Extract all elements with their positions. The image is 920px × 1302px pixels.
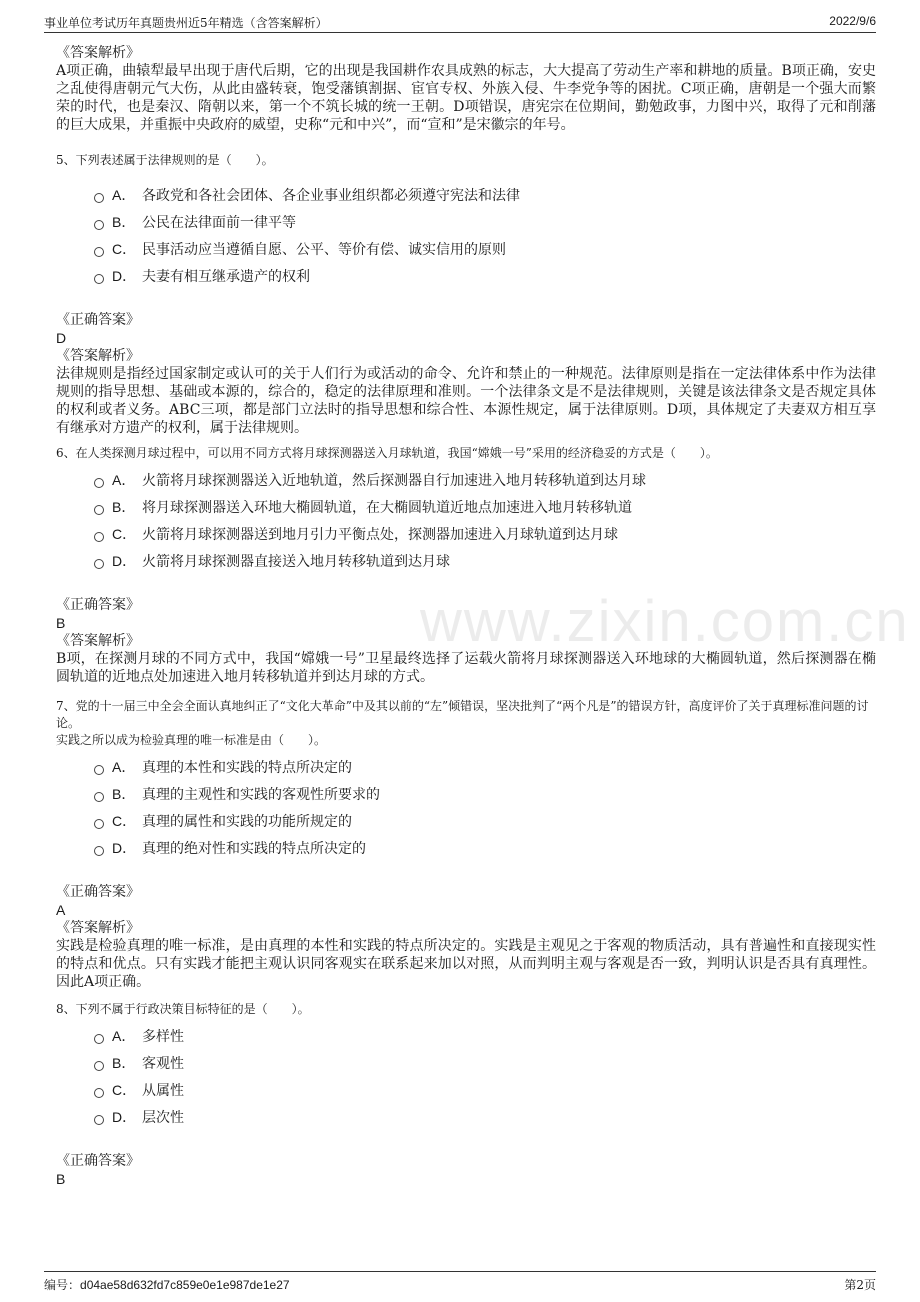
analysis-label: 《答案解析》: [56, 920, 140, 936]
analysis-text: B项，在探测月球的不同方式中，我国“嫦娥一号”卫星最终选择了运载火箭将月球探测器送入环地球的大椭圆轨道，然后探测器在椭圆轨道的近地点处加速进入地月转移轨道并到达月球的方式。: [56, 651, 876, 685]
option-text: 层次性: [142, 1109, 184, 1126]
option-d[interactable]: [94, 1103, 876, 1130]
option-key: C．: [112, 1081, 137, 1098]
option-text: 从属性: [142, 1082, 184, 1099]
option-key: D．: [112, 1108, 137, 1125]
option-key: D．: [112, 267, 137, 284]
radio-icon[interactable]: [94, 274, 104, 284]
option-b[interactable]: [94, 780, 876, 807]
option-key: A．: [112, 471, 136, 488]
page-content: [56, 44, 876, 1188]
option-text: 客观性: [142, 1055, 184, 1072]
option-d[interactable]: [94, 834, 876, 861]
document-code: [44, 1276, 290, 1293]
option-c[interactable]: [94, 235, 876, 262]
analysis-text: A项正确，曲辕犁最早出现于唐代后期，它的出现是我国耕作农具成熟的标志，大大提高了劳动生产率和耕地的质量。B项正确，安史之乱使得唐朝元气大伤，从此由盛转衰，饱受藩镇割据、宦官专权、外族入侵、牛李党争等的困扰。C项正确，唐朝是一个强大而繁荣的时代，也是秦汉、隋朝以来，第一个不筑长城的统一王朝。D项错误，唐宪宗在位期间，勤勉政事，力图中兴，取得了元和削藩的巨大成果，并重振中央政府的威望，史称“元和中兴”，而“宣和”是宋徽宗的年号。: [56, 63, 876, 133]
radio-icon[interactable]: [94, 1115, 104, 1125]
option-c[interactable]: [94, 807, 876, 834]
option-text: 真理的属性和实践的功能所规定的: [142, 813, 352, 830]
option-text: 夫妻有相互继承遗产的权利: [142, 268, 310, 285]
question-stem: 5、下列表述属于法律规则的是（ ）。: [56, 153, 274, 167]
option-text: 民事活动应当遵循自愿、公平、等价有偿、诚实信用的原则: [142, 241, 506, 258]
option-text: 火箭将月球探测器送到地月引力平衡点处，探测器加速进入月球轨道到达月球: [142, 526, 618, 543]
watermark: www.zixin.com.cn: [420, 589, 910, 654]
radio-icon[interactable]: [94, 1061, 104, 1071]
radio-icon[interactable]: [94, 1034, 104, 1044]
analysis-text: 法律规则是指经过国家制定或认可的关于人们行为或活动的命令、允许和禁止的一种规范。法律原则是指在一定法律体系中作为法律规则的指导思想、基础或本源的，综合的，稳定的法律原理和准则。一个法律条文是不是法律规则，关键是该法律条文是否规定具体的权利或者义务。ABC三项，都是部门立法时的指导思想和综合性、本源性规定，属于法律原则。D项，具体规定了夫妻双方相互享有继承对方遗产的权利，属于法律规则。: [56, 366, 876, 436]
analysis-text: 实践是检验真理的唯一标准，是由真理的本性和实践的特点所决定的。实践是主观见之于客观的物质活动，具有普遍性和直接现实性的特点和优点。只有实践才能把主观认识同客观实在联系起来加以对照，从而判明主观与客观是否一致，判明认识是否具有真理性。因此A项正确。: [56, 938, 876, 990]
option-key: D．: [112, 839, 137, 856]
question-stem: 6、在人类探测月球过程中，可以用不同方式将月球探测器送入月球轨道，我国“嫦娥一号”采用的经济稳妥的方式是（ ）。: [56, 446, 718, 460]
option-text: 将月球探测器送入环地大椭圆轨道，在大椭圆轨道近地点加速进入地月转移轨道: [142, 499, 632, 516]
answer-label: 《正确答案》: [56, 884, 140, 900]
answer-label: 《正确答案》: [56, 597, 140, 613]
option-text: 真理的本性和实践的特点所决定的: [142, 759, 352, 776]
radio-icon[interactable]: [94, 792, 104, 802]
option-key: C．: [112, 525, 137, 542]
option-text: 真理的主观性和实践的客观性所要求的: [142, 786, 380, 803]
answer-label: 《正确答案》: [56, 312, 140, 328]
option-key: A．: [112, 186, 136, 203]
answer-label: 《正确答案》: [56, 1153, 140, 1169]
analysis-label: 《答案解析》: [56, 633, 140, 649]
option-d[interactable]: [94, 547, 876, 574]
option-text: 公民在法律面前一律平等: [142, 214, 296, 231]
option-b[interactable]: [94, 493, 876, 520]
radio-icon[interactable]: [94, 247, 104, 257]
option-key: C．: [112, 812, 137, 829]
option-list: [56, 753, 876, 861]
question-stem-continued: 实践之所以成为检验真理的唯一标准是由（ ）。: [56, 733, 327, 747]
radio-icon[interactable]: [94, 846, 104, 856]
option-key: C．: [112, 240, 137, 257]
analysis-label: 《答案解析》: [56, 45, 140, 61]
print-date: 2022/9/6: [829, 14, 876, 28]
option-b[interactable]: [94, 1049, 876, 1076]
code-label: 编号：: [44, 1278, 81, 1292]
radio-icon[interactable]: [94, 819, 104, 829]
option-text: 火箭将月球探测器送入近地轨道，然后探测器自行加速进入地月转移轨道到达月球: [142, 472, 646, 489]
option-text: 多样性: [142, 1028, 184, 1045]
option-text: 各政党和各社会团体、各企业事业组织都必须遵守宪法和法律: [142, 187, 520, 204]
option-c[interactable]: [94, 1076, 876, 1103]
radio-icon[interactable]: [94, 559, 104, 569]
answer-value: D: [56, 330, 67, 346]
page-header: [44, 10, 876, 33]
option-list: [56, 181, 876, 289]
answer-value: B: [56, 615, 66, 631]
option-a[interactable]: [94, 181, 876, 208]
radio-icon[interactable]: [94, 193, 104, 203]
radio-icon[interactable]: [94, 505, 104, 515]
radio-icon[interactable]: [94, 765, 104, 775]
option-a[interactable]: [94, 466, 876, 493]
option-b[interactable]: [94, 208, 876, 235]
option-d[interactable]: [94, 262, 876, 289]
option-text: 火箭将月球探测器直接送入地月转移轨道到达月球: [142, 553, 450, 570]
analysis-label: 《答案解析》: [56, 348, 140, 364]
radio-icon[interactable]: [94, 478, 104, 488]
question-stem: 8、下列不属于行政决策目标特征的是（ ）。: [56, 1002, 310, 1016]
option-key: A．: [112, 1027, 136, 1044]
option-list: [56, 1022, 876, 1130]
option-c[interactable]: [94, 520, 876, 547]
option-key: D．: [112, 552, 137, 569]
answer-value: B: [56, 1171, 66, 1187]
option-key: B．: [112, 213, 136, 230]
radio-icon[interactable]: [94, 532, 104, 542]
document-title: 事业单位考试历年真题贵州近5年精选（含答案解析）: [44, 16, 328, 30]
page-footer: [44, 1271, 876, 1296]
option-key: B．: [112, 785, 136, 802]
option-a[interactable]: [94, 753, 876, 780]
radio-icon[interactable]: [94, 1088, 104, 1098]
answer-value: A: [56, 902, 66, 918]
radio-icon[interactable]: [94, 220, 104, 230]
page-number: 第2页: [844, 1278, 876, 1292]
option-key: B．: [112, 498, 136, 515]
option-key: B．: [112, 1054, 136, 1071]
option-list: [56, 466, 876, 574]
option-key: A．: [112, 758, 136, 775]
code-value: d04ae58d632fd7c859e0e1e987de1e27: [80, 1278, 290, 1292]
option-a[interactable]: [94, 1022, 876, 1049]
question-stem: 7、党的十一届三中全会全面认真地纠正了“文化大革命”中及其以前的“左”倾错误，坚决批判了“两个凡是”的错误方针，高度评价了关于真理标准问题的讨论。: [56, 699, 869, 730]
option-text: 真理的绝对性和实践的特点所决定的: [142, 840, 366, 857]
